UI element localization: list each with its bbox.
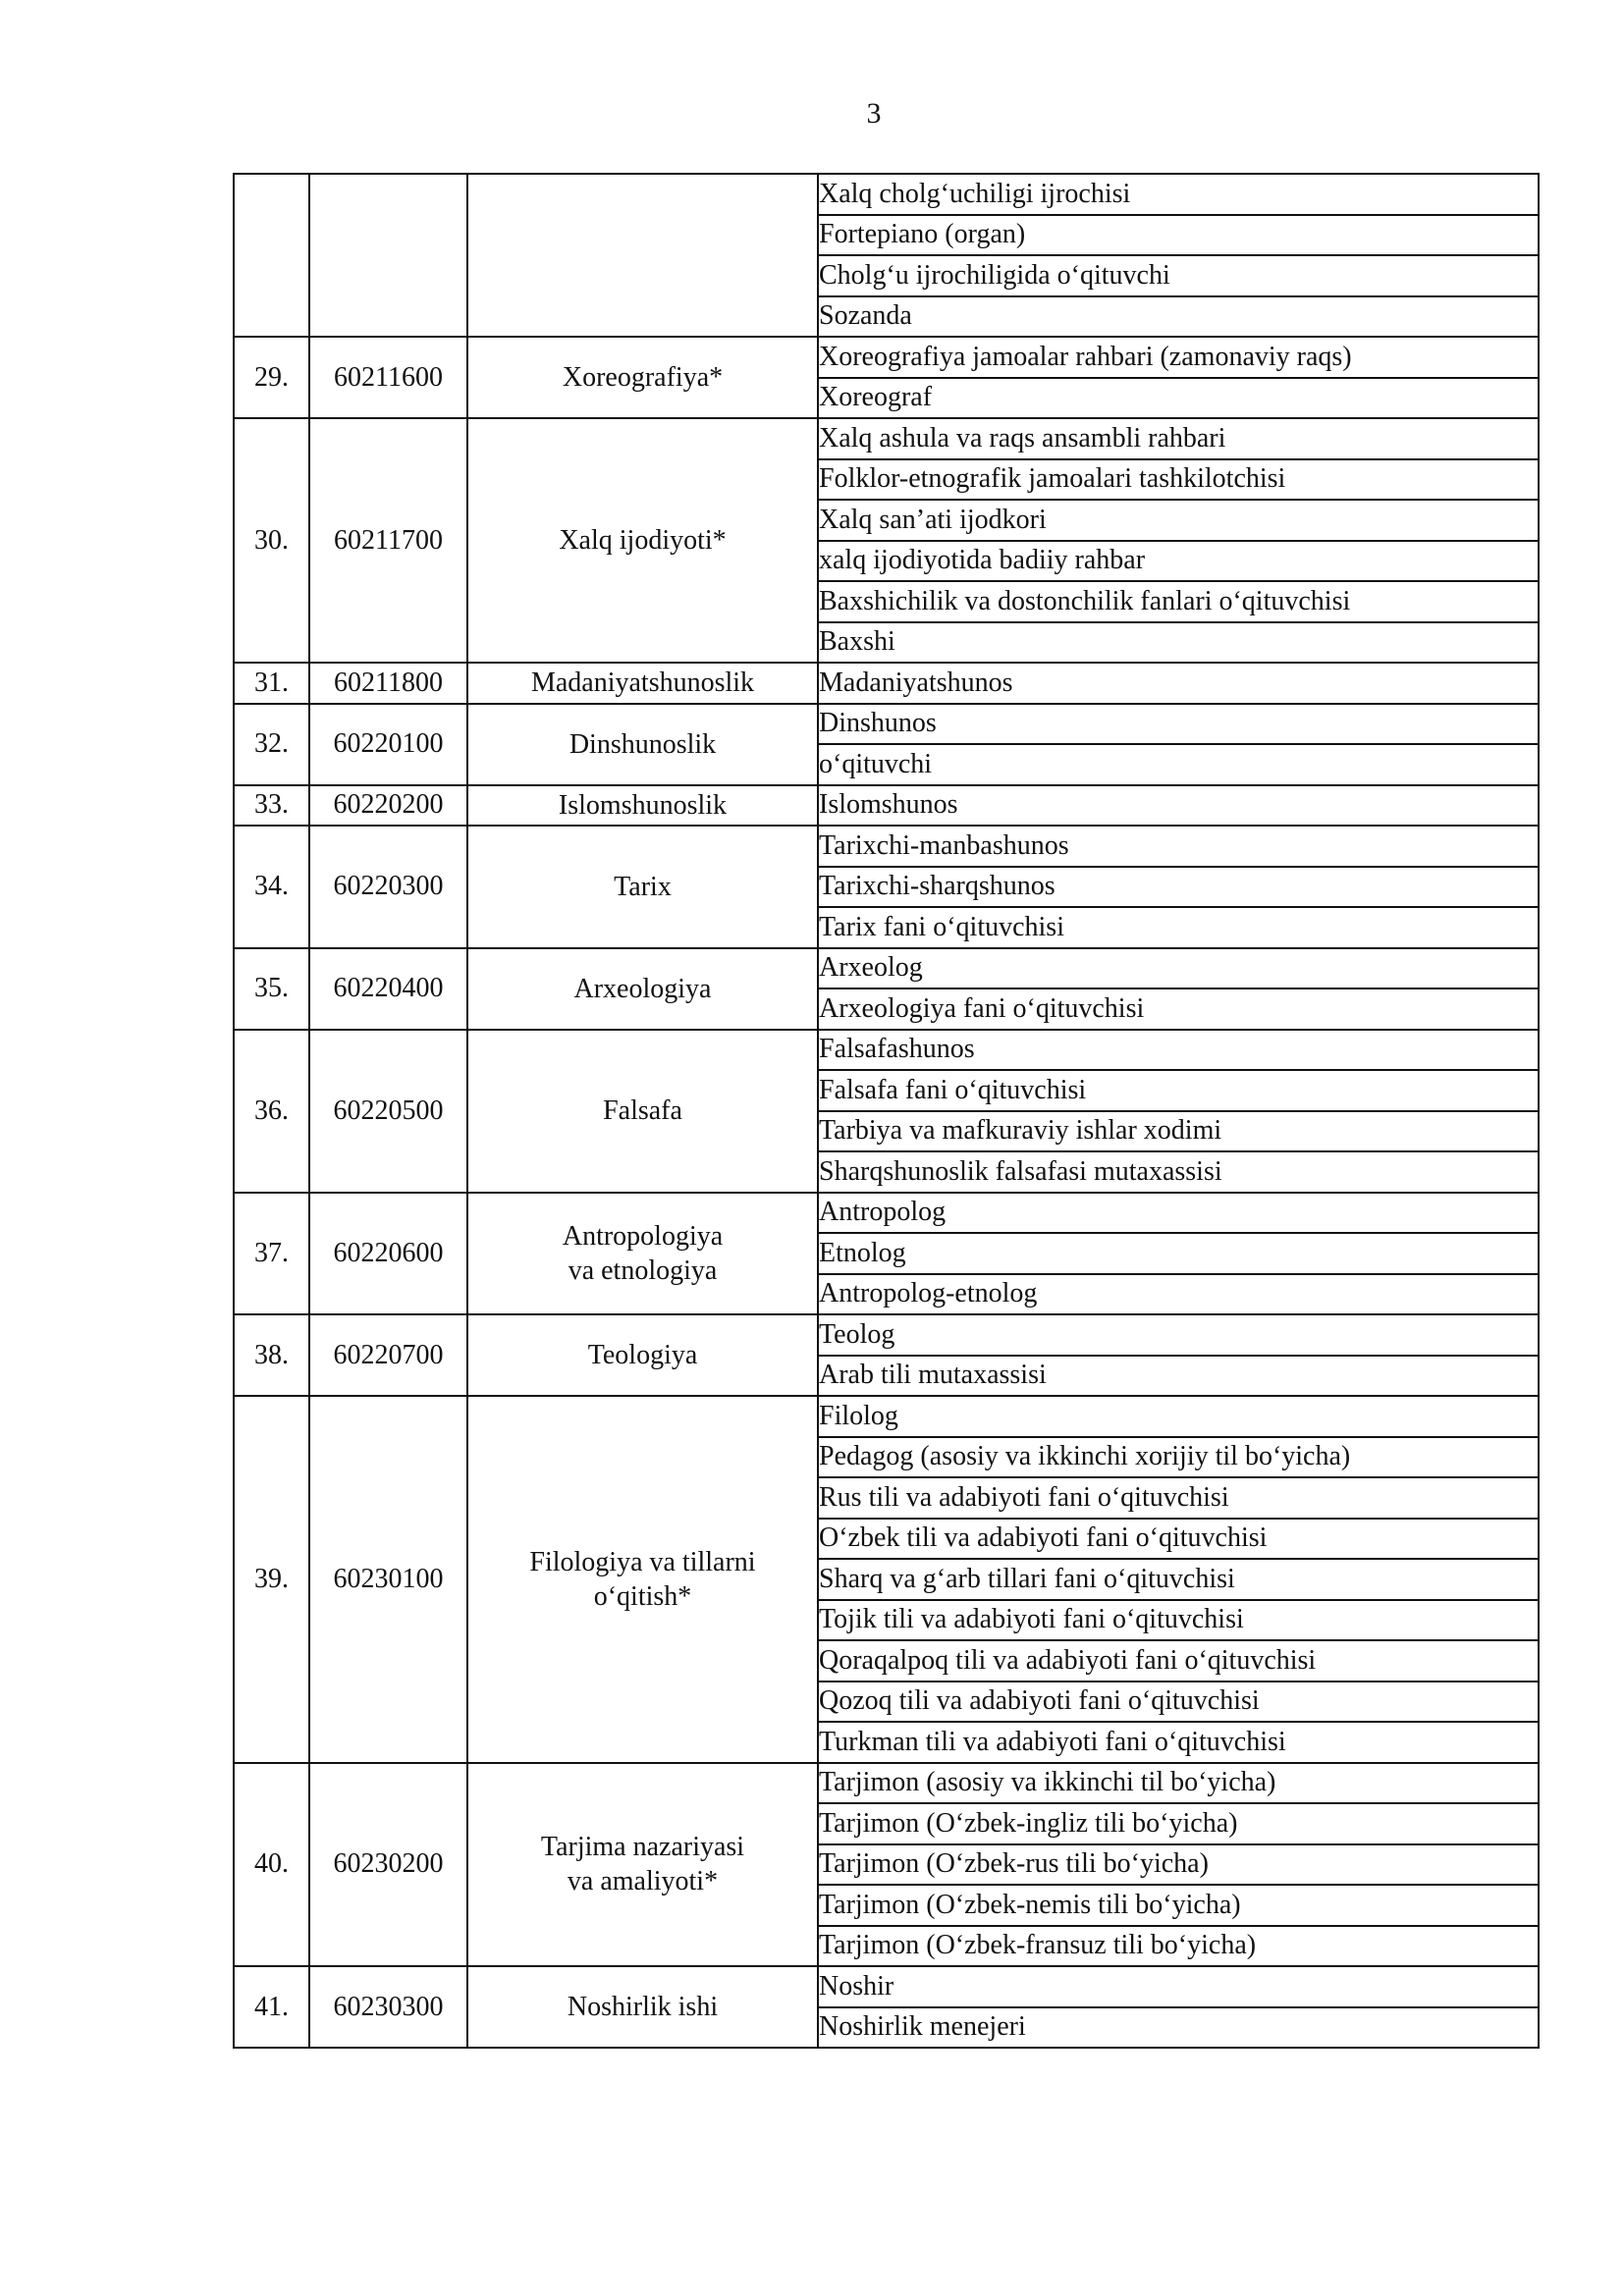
qualification-cell: Tarix fani oʻqituvchisi	[818, 907, 1539, 948]
row-code-cell: 60220100	[309, 704, 467, 785]
qualification-cell: Xalq cholgʻuchiligi ijrochisi	[818, 174, 1539, 215]
row-number-cell: 40.	[234, 1763, 309, 1967]
row-code-cell: 60211600	[309, 337, 467, 418]
qualification-cell: Tarjimon (Oʻzbek-nemis tili boʻyicha)	[818, 1885, 1539, 1926]
table-row	[234, 704, 1539, 745]
row-number-cell: 37.	[234, 1193, 309, 1315]
qualification-cell: Tarbiya va mafkuraviy ishlar xodimi	[818, 1111, 1539, 1152]
qualification-cell: Xalq ashula va raqs ansambli rahbari	[818, 418, 1539, 459]
row-number-cell: 36.	[234, 1030, 309, 1193]
row-number-cell	[234, 174, 309, 337]
qualification-cell: Noshirlik menejeri	[818, 2007, 1539, 2049]
specialty-name-line: Xoreografiya*	[562, 362, 724, 393]
specialty-name-line: Arxeologiya	[573, 973, 712, 1004]
row-name-cell	[467, 1966, 818, 2048]
specialty-name-line: va amaliyoti*	[567, 1866, 719, 1897]
table-row	[234, 1314, 1539, 1356]
row-number-cell: 33.	[234, 785, 309, 827]
specialty-name-line: Filologiya va tillarni	[529, 1546, 756, 1577]
qualification-cell: Tarjimon (Oʻzbek-rus tili boʻyicha)	[818, 1844, 1539, 1886]
row-name-cell	[467, 948, 818, 1030]
qualification-cell: Etnolog	[818, 1233, 1539, 1274]
row-number-cell: 39.	[234, 1396, 309, 1763]
row-number-cell: 30.	[234, 418, 309, 663]
specialty-name-line: Madaniyatshunoslik	[530, 667, 755, 699]
row-name-cell	[467, 418, 818, 663]
specialty-name-line: oʻqitish*	[593, 1580, 692, 1612]
row-number-cell: 32.	[234, 704, 309, 785]
qualification-cell: Baxshi	[818, 622, 1539, 664]
row-code-cell: 60230300	[309, 1966, 467, 2048]
row-code-cell: 60230200	[309, 1763, 467, 1967]
specialty-name-line: Xalq ijodiyoti*	[559, 525, 727, 556]
row-code-cell: 60230100	[309, 1396, 467, 1763]
row-number-cell: 35.	[234, 948, 309, 1030]
qualification-cell: Oʻzbek tili va adabiyoti fani oʻqituvchisi	[818, 1519, 1539, 1560]
qualification-cell: Tarjimon (Oʻzbek-ingliz tili boʻyicha)	[818, 1803, 1539, 1844]
qualification-cell: Antropolog	[818, 1193, 1539, 1234]
row-number-cell: 34.	[234, 826, 309, 948]
table-row	[234, 1763, 1539, 1804]
row-code-cell: 60220700	[309, 1314, 467, 1396]
row-code-cell: 60220500	[309, 1030, 467, 1193]
qualification-cell: Tarixchi-manbashunos	[818, 826, 1539, 867]
qualification-cell: Arxeolog	[818, 948, 1539, 989]
qualification-cell: Sharqshunoslik falsafasi mutaxassisi	[818, 1151, 1539, 1193]
row-name-cell	[467, 785, 818, 827]
row-name-cell	[467, 1763, 818, 1967]
qualification-cell: Turkman tili va adabiyoti fani oʻqituvchisi	[818, 1722, 1539, 1763]
qualification-cell: Baxshichilik va dostonchilik fanlari oʻqituvchisi	[818, 581, 1539, 622]
qualification-cell: Islomshunos	[818, 785, 1539, 827]
qualification-cell: Sozanda	[818, 296, 1539, 338]
row-name-cell	[467, 1314, 818, 1396]
table-row	[234, 826, 1539, 867]
qualification-cell: Qoraqalpoq tili va adabiyoti fani oʻqituvchisi	[818, 1640, 1539, 1682]
qualification-cell: Teolog	[818, 1314, 1539, 1356]
table-row	[234, 337, 1539, 378]
table-row	[234, 1030, 1539, 1071]
row-number-cell: 38.	[234, 1314, 309, 1396]
row-name-cell	[467, 1396, 818, 1763]
row-code-cell	[309, 174, 467, 337]
table-row	[234, 785, 1539, 827]
table-row	[234, 1966, 1539, 2007]
specialty-name-line: Falsafa	[603, 1095, 682, 1126]
row-name-cell	[467, 1193, 818, 1315]
specialty-name-line: Islomshunoslik	[558, 789, 728, 821]
qualification-cell: Noshir	[818, 1966, 1539, 2007]
table-row	[234, 1396, 1539, 1437]
qualification-cell: Falsafa fani oʻqituvchisi	[818, 1070, 1539, 1111]
row-name-cell	[467, 174, 818, 337]
table-row	[234, 174, 1539, 215]
page-number: 3	[866, 97, 882, 130]
table-row	[234, 948, 1539, 989]
qualification-cell: Tojik tili va adabiyoti fani oʻqituvchisi	[818, 1600, 1539, 1641]
row-name-cell	[467, 1030, 818, 1193]
row-number-cell: 31.	[234, 663, 309, 704]
row-code-cell: 60211800	[309, 663, 467, 704]
qualification-cell: Folklor-etnografik jamoalari tashkilotchisi	[818, 459, 1539, 501]
qualification-cell: Antropolog-etnolog	[818, 1274, 1539, 1315]
qualification-cell: Tarjimon (Oʻzbek-fransuz tili boʻyicha)	[818, 1926, 1539, 1967]
row-code-cell: 60211700	[309, 418, 467, 663]
specialty-name-line: Teologiya	[587, 1340, 698, 1370]
row-number-cell: 41.	[234, 1966, 309, 2048]
qualification-cell: Tarjimon (asosiy va ikkinchi til boʻyicha)	[818, 1763, 1539, 1804]
qualification-cell: Arab tili mutaxassisi	[818, 1356, 1539, 1397]
specialty-name-line: Noshirlik ishi	[567, 1992, 719, 2022]
table-row	[234, 663, 1539, 704]
qualification-cell: Qozoq tili va adabiyoti fani oʻqituvchisi	[818, 1682, 1539, 1723]
row-code-cell: 60220400	[309, 948, 467, 1030]
row-name-cell	[467, 663, 818, 704]
specialty-name-line: Tarjima nazariyasi	[540, 1832, 745, 1863]
qualification-cell: oʻqituvchi	[818, 744, 1539, 785]
row-name-cell	[467, 826, 818, 948]
qualification-cell: Dinshunos	[818, 704, 1539, 745]
qualification-cell: Arxeologiya fani oʻqituvchisi	[818, 988, 1539, 1030]
qualification-cell: Xoreografiya jamoalar rahbari (zamonaviy raqs)	[818, 337, 1539, 378]
specialty-name-line: va etnologiya	[568, 1255, 718, 1286]
qualification-cell: xalq ijodiyotida badiiy rahbar	[818, 541, 1539, 582]
row-name-cell	[467, 337, 818, 418]
table-row	[234, 1193, 1539, 1234]
qualification-cell: Fortepiano (organ)	[818, 215, 1539, 256]
qualification-cell: Sharq va gʻarb tillari fani oʻqituvchisi	[818, 1559, 1539, 1600]
qualification-cell: Pedagog (asosiy va ikkinchi xorijiy til boʻyicha)	[818, 1437, 1539, 1478]
row-number-cell: 29.	[234, 337, 309, 418]
specialty-name-line: Tarix	[614, 871, 672, 902]
table-row	[234, 418, 1539, 459]
specialties-table	[233, 173, 1540, 2049]
qualification-cell: Xoreograf	[818, 378, 1539, 419]
row-code-cell: 60220600	[309, 1193, 467, 1315]
row-name-cell	[467, 704, 818, 785]
qualification-cell: Tarixchi-sharqshunos	[818, 867, 1539, 908]
qualification-cell: Madaniyatshunos	[818, 663, 1539, 704]
qualification-cell: Cholgʻu ijrochiligida oʻqituvchi	[818, 255, 1539, 296]
specialty-name-line: Dinshunoslik	[568, 728, 717, 760]
row-code-cell: 60220300	[309, 826, 467, 948]
qualification-cell: Filolog	[818, 1396, 1539, 1437]
qualification-cell: Xalq san’ati ijodkori	[818, 500, 1539, 541]
specialty-name-line: Antropologiya	[562, 1220, 724, 1252]
qualification-cell: Falsafashunos	[818, 1030, 1539, 1071]
qualification-cell: Rus tili va adabiyoti fani oʻqituvchisi	[818, 1477, 1539, 1519]
row-code-cell: 60220200	[309, 785, 467, 827]
